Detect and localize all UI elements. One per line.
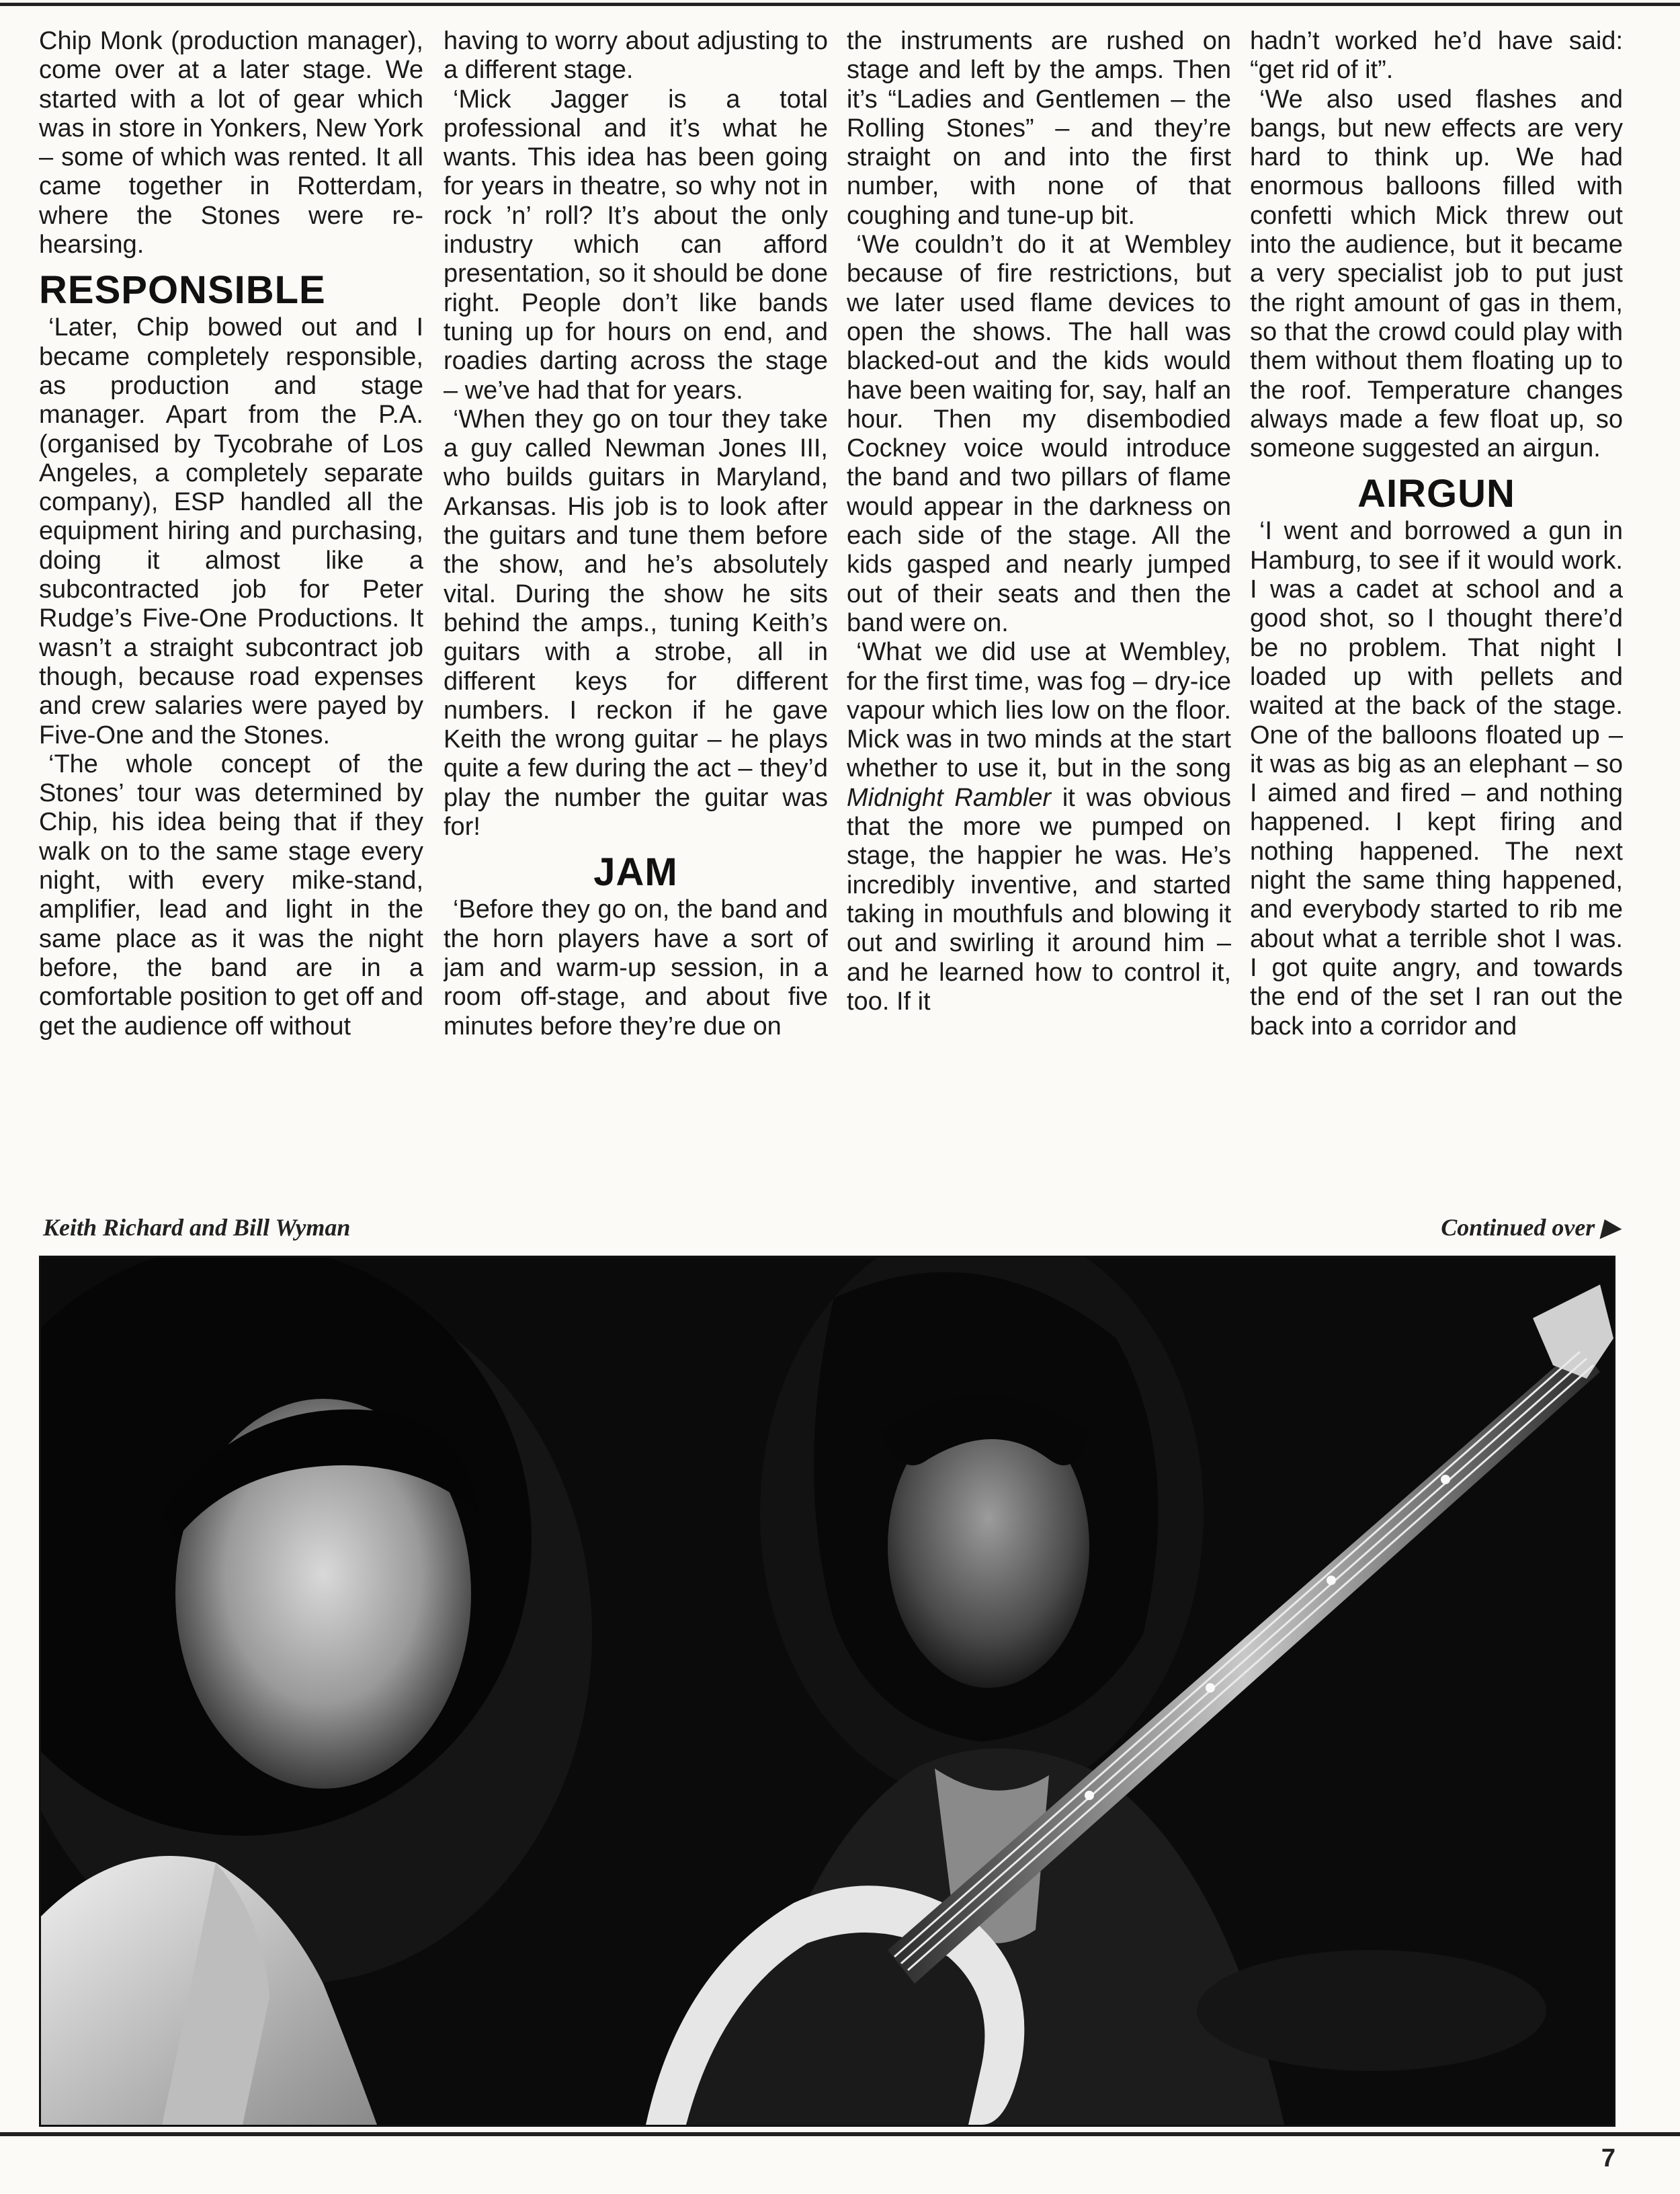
paragraph: the instruments are rushed on stage and left by the amps. Then it’s “Ladies and Gentlemen – the Rolling Stones” – and they’re straight on and into the first number, with none of that coughing and tune-up bit. [847, 27, 1231, 230]
paragraph: ‘Mick Jagger is a total professional and it’s what he wants. This idea has been going for years in theatre, so why not in rock ’n’ roll? It’s about the only industry which can afford presentation, so it should be done right. People don’t like bands tuning up for hours on end, and roadies darting across the stage – we’ve had that for years. [444, 85, 828, 405]
song-title: Midnight Rambler [847, 783, 1052, 812]
photo-caption: Keith Richard and Bill Wyman [43, 1214, 351, 1241]
concert-photo-illustration [41, 1258, 1613, 2125]
paragraph: Chip Monk (production manager), come over at a later stage. We started with a lot of gear which was in store in Yonkers, New York – some of which was rented. It all came together in Rotterdam, where the Stones were rehearsing. [39, 27, 423, 259]
continued-over-link[interactable]: Continued over ▶ [1441, 1214, 1620, 1241]
paragraph: having to worry about adjusting to a different stage. [444, 27, 828, 85]
top-rule [0, 3, 1680, 6]
text-run: ‘What we did use at Wembley, for the first time, was fog – dry-ice vapour which lies low on the floor. Mick was in two minds at the start whether to use it, but in the song [847, 638, 1231, 783]
article-column-3 [847, 27, 1231, 1183]
subheading-jam: JAM [593, 850, 678, 895]
paragraph: ‘I went and borrowed a gun in Hamburg, to see if it would work. I was a cadet at school and a good shot, so I thought there’d be no problem. That night I loaded up with pellets and waited at the back of the stage. One of the balloons floated up – it was as big as an elephant – so I aimed and fired – and nothing happened. I kept firing and nothing happened. The next night the same thing happened, and everybody started to rib me about what a terrible shot I was. I got quite angry, and towards the end of the set I ran out the back into a corridor and [1250, 517, 1623, 1041]
paragraph [847, 638, 1231, 1016]
paragraph: ‘Before they go on, the band and the horn players have a sort of jam and warm-up session, in a room off-stage, and about five minutes before they’re due on [444, 895, 828, 1041]
paragraph: ‘We couldn’t do it at Wembley because of fire restrictions, but we later used flame devices to open the shows. The hall was blacked-out and the kids would have been waiting for, say, half an hour. Then my disembodied Cockney voice would introduce the band and two pillars of flame would appear in the darkness on each side of the stage. All the kids gasped and nearly jumped out of their seats and then the band were on. [847, 231, 1231, 637]
subheading-responsible: RESPONSIBLE [39, 268, 326, 313]
paragraph: ‘The whole concept of the Stones’ tour was determined by Chip, his idea being that if they walk on to the same stage every night, with every mike-stand, amplifier, lead and light in the same place as it was the night before, the band are in a comfortable position to get off and get the audience off without [39, 749, 423, 1041]
paragraph: ‘We also used flashes and bangs, but new effects are very hard to think up. We had enormous balloons filled with confetti which Mick threw out into the audience, but it became a very specialist job to put just the right amount of gas in them, so that the crowd could play with them without them floating up to the roof. Temperature changes always made a few float up, so someone suggested an airgun. [1250, 85, 1623, 463]
concert-photo [39, 1256, 1615, 2127]
article-column-2 [444, 27, 828, 1183]
article-column-4 [1250, 27, 1623, 1183]
paragraph: hadn’t worked he’d have said: “get rid of it”. [1250, 27, 1623, 85]
subheading-airgun: AIRGUN [1357, 472, 1515, 516]
page-number: 7 [1601, 2144, 1615, 2172]
paragraph: ‘When they go on tour they take a guy called Newman Jones III, who builds guitars in Maryland, Arkansas. His job is to look after the guitars and tune them before the show, and he’s absolutely vital. During the show he sits behind the amps., tuning Keith’s guitars with a strobe, all in different keys for different numbers. I reckon if he gave Keith the wrong guitar – he plays quite a few during the act – they’d play the number the guitar was for! [444, 405, 828, 842]
bottom-rule [0, 2132, 1680, 2136]
paragraph: ‘Later, Chip bowed out and I became completely responsible, as production and stage manager. Apart from the P.A. (organised by Tycobrahe of Los Angeles, a completely separate company), ESP handled all the equipment hiring and purchasing, doing it almost like a subcontracted job for Peter Rudge’s Five-One Productions. It wasn’t a straight subcontract job though, because road expenses and crew salaries were payed by Five-One and the Stones. [39, 313, 423, 749]
text-run: it was obvious that the more we pumped on stage, the happier he was. He’s incredibly inventive, and started taking in mouthfuls and blowing it out and swirling it around him – and he learned how to control it, too. If it [847, 783, 1231, 1016]
article-column-1 [39, 27, 423, 1183]
